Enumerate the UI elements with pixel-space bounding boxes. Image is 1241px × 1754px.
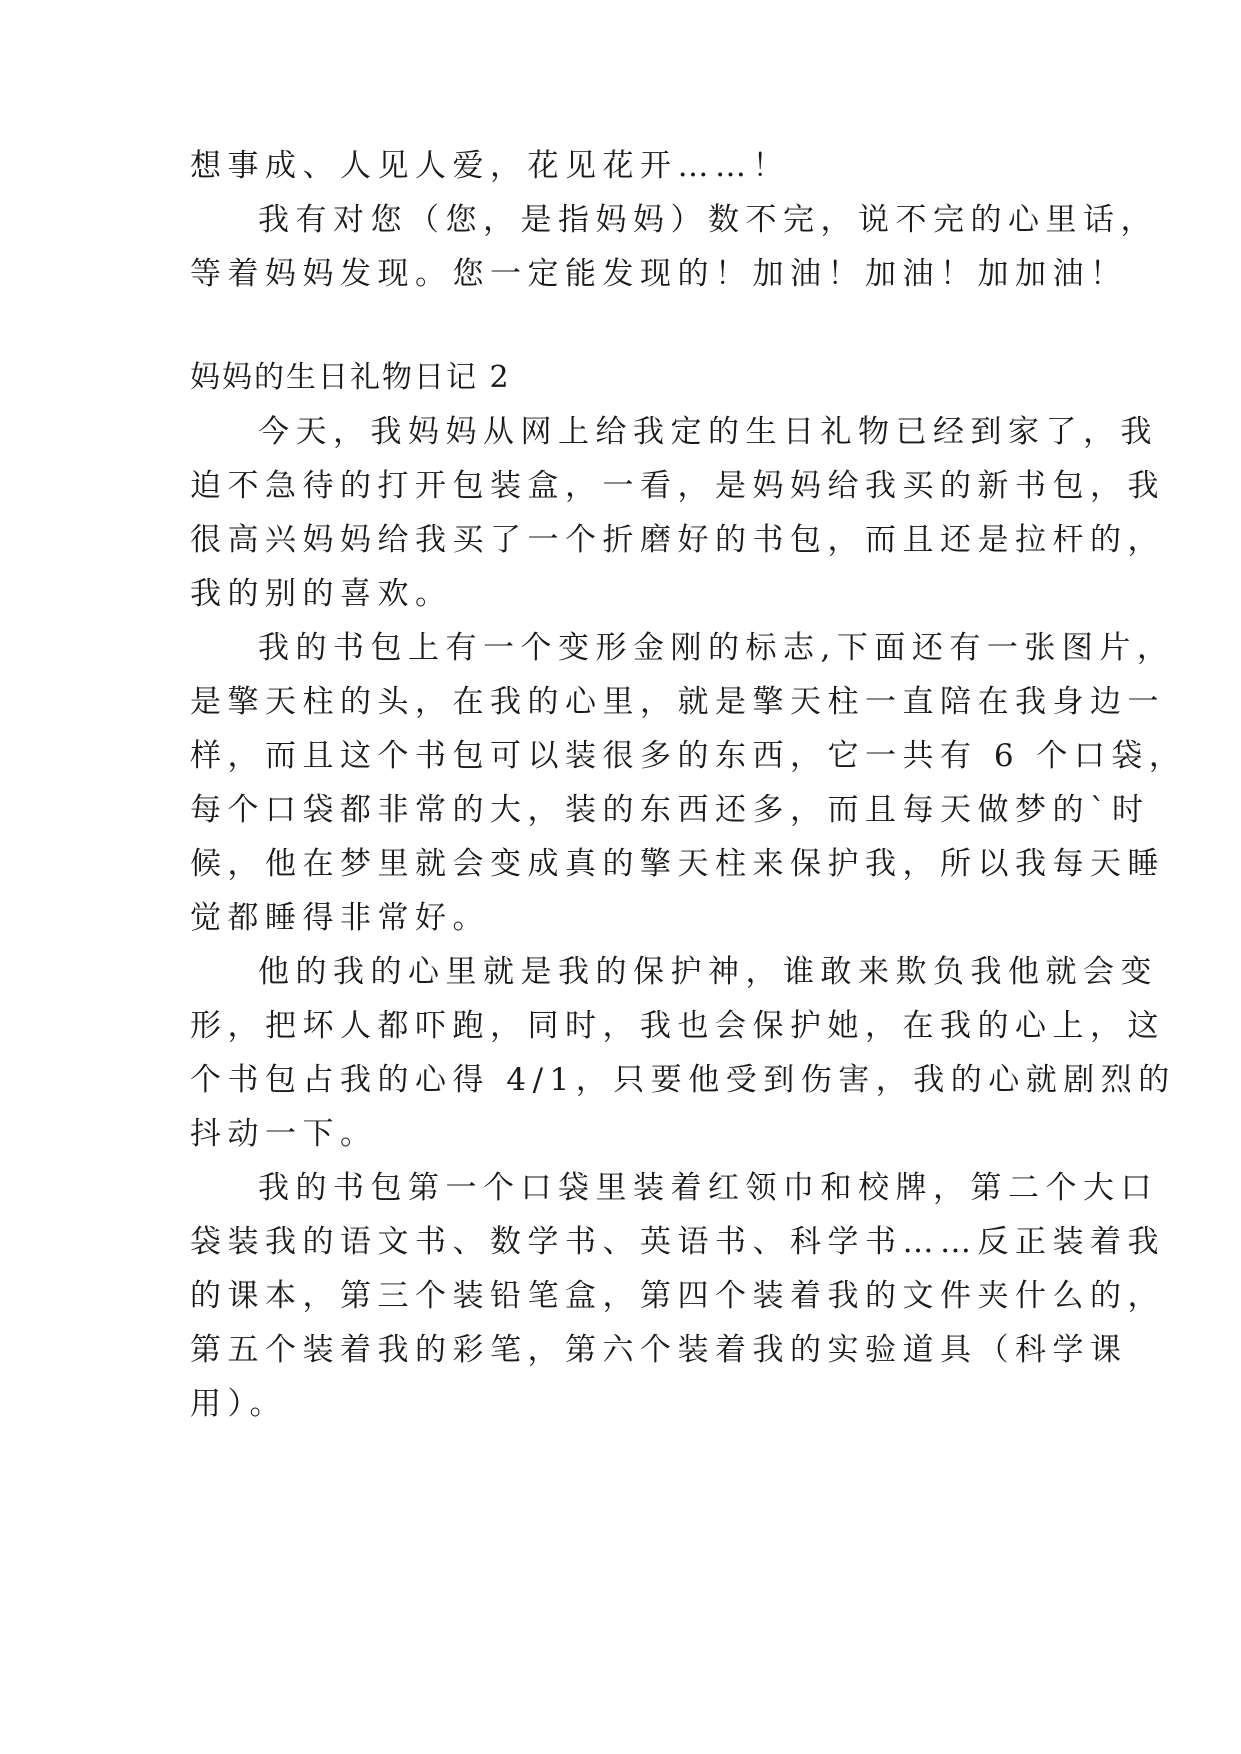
paragraph-6-line-2: 袋装我的语文书、数学书、英语书、科学书……反正装着我 (190, 1224, 1165, 1260)
paragraph-3-line-1: 今天，我妈妈从网上给我定的生日礼物已经到家了，我 (258, 414, 1158, 450)
paragraph-2-line-1: 我有对您（您，是指妈妈）数不完，说不完的心里话， (258, 202, 1158, 238)
paragraph-6-line-1: 我的书包第一个口袋里装着红领巾和校牌，第二个大口 (258, 1170, 1158, 1206)
paragraph-6-line-3: 的课本，第三个装铅笔盒，第四个装着我的文件夹什么的， (190, 1278, 1165, 1314)
paragraph-3-line-4: 我的别的喜欢。 (190, 576, 453, 612)
paragraph-4-line-3: 样，而且这个书包可以装很多的东西，它一共有 6 个口袋， (190, 738, 1187, 774)
paragraph-6-line-4: 第五个装着我的彩笔，第六个装着我的实验道具（科学课 (190, 1332, 1128, 1368)
paragraph-4-line-6: 觉都睡得非常好。 (190, 900, 490, 936)
paragraph-4-line-4: 每个口袋都非常的大，装的东西还多，而且每天做梦的`时 (190, 792, 1150, 828)
paragraph-3-line-2: 迫不急待的打开包装盒，一看，是妈妈给我买的新书包，我 (190, 468, 1165, 504)
paragraph-5-line-4: 抖动一下。 (190, 1116, 378, 1152)
paragraph-6-line-5: 用）。 (190, 1386, 287, 1422)
paragraph-2-line-2: 等着妈妈发现。您一定能发现的！加油！加油！加加油！ (190, 256, 1128, 292)
paragraph-5-line-3: 个书包占我的心得 4/1，只要他受到伤害，我的心就剧烈的 (190, 1062, 1176, 1098)
paragraph-4-line-2: 是擎天柱的头，在我的心里，就是擎天柱一直陪在我身边一 (190, 684, 1165, 720)
paragraph-1-line-1: 想事成、人见人爱，花见花开……！ (190, 148, 790, 184)
paragraph-4-line-5: 候，他在梦里就会变成真的擎天柱来保护我，所以我每天睡 (190, 846, 1165, 882)
section-heading: 妈妈的生日礼物日记 2 (190, 360, 511, 395)
paragraph-3-line-3: 很高兴妈妈给我买了一个折磨好的书包，而且还是拉杆的， (190, 522, 1165, 558)
paragraph-4-line-1: 我的书包上有一个变形金刚的标志,下面还有一张图片， (258, 630, 1175, 666)
paragraph-5-line-2: 形，把坏人都吓跑，同时，我也会保护她，在我的心上，这 (190, 1008, 1165, 1044)
paragraph-5-line-1: 他的我的心里就是我的保护神，谁敢来欺负我他就会变 (258, 954, 1158, 990)
